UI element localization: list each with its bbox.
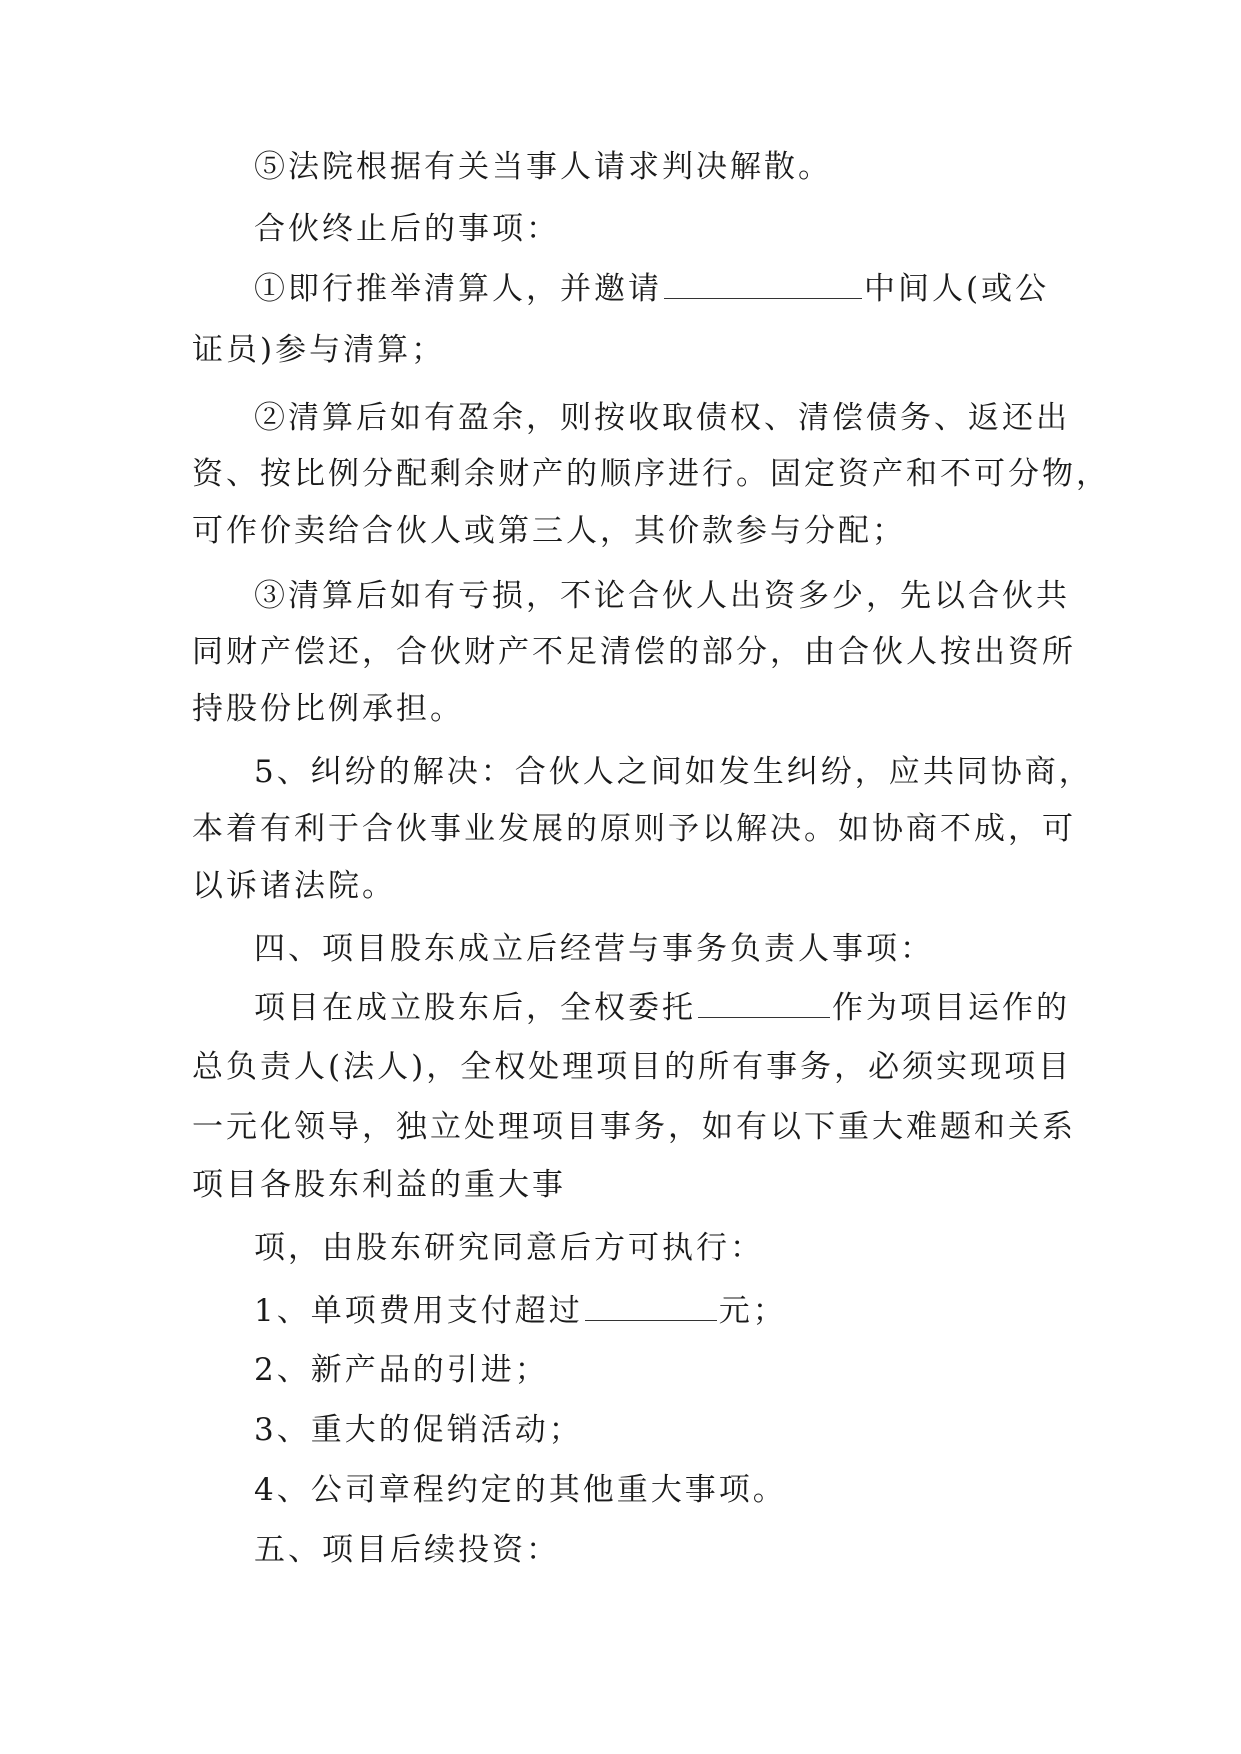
paragraph-line [254, 1228, 764, 1268]
line-text: 2、新产品的引进； [254, 1352, 549, 1388]
line-text: 元； [718, 1293, 787, 1329]
paragraph-line [254, 398, 1070, 438]
paragraph-line [254, 269, 1049, 309]
line-text: ②清算后如有盈余，则按收取债权、清偿债务、返还出 [254, 400, 1070, 436]
paragraph-line [192, 1107, 1076, 1147]
line-text: ⑤法院根据有关当事人请求判决解散。 [254, 149, 832, 185]
line-text: 证员)参与清算； [192, 332, 446, 368]
paragraph-line [192, 689, 464, 729]
paragraph-line [254, 752, 1093, 792]
line-text: 项，由股东研究同意后方可执行： [254, 1230, 764, 1266]
paragraph-line [254, 1470, 787, 1510]
line-text: 本着有利于合伙事业发展的原则予以解决。如协商不成，可 [192, 811, 1076, 847]
line-text: 项目各股东利益的重大事 [192, 1167, 566, 1203]
fill-in-blank [664, 270, 862, 299]
line-text: 同财产偿还，合伙财产不足清偿的部分，由合伙人按出资所 [192, 634, 1076, 670]
paragraph-line [254, 929, 934, 969]
line-text: 持股份比例承担。 [192, 691, 464, 727]
paragraph-line [254, 147, 832, 187]
paragraph-line [254, 988, 1070, 1028]
paragraph-line [192, 1047, 1072, 1087]
paragraph-line [192, 809, 1076, 849]
paragraph-line [254, 209, 560, 249]
paragraph-line [192, 1165, 566, 1205]
paragraph-line [192, 632, 1076, 672]
line-text: 3、重大的促销活动； [254, 1412, 583, 1448]
line-text: 总负责人(法人)，全权处理项目的所有事务，必须实现项目 [192, 1049, 1073, 1085]
paragraph-line [254, 576, 1070, 616]
line-text: 4、公司章程约定的其他重大事项。 [254, 1472, 787, 1508]
line-text: 一元化领导，独立处理项目事务，如有以下重大难题和关系 [192, 1109, 1076, 1145]
line-text: 作为项目运作的 [832, 990, 1070, 1026]
paragraph-line [192, 866, 396, 906]
fill-in-blank [585, 1292, 717, 1321]
fill-in-blank [698, 989, 830, 1018]
line-text: ①即行推举清算人，并邀请 [254, 271, 662, 307]
paragraph-line [254, 1350, 549, 1390]
line-text: 以诉诸法院。 [192, 868, 396, 904]
paragraph-line [254, 1291, 787, 1331]
paragraph-line [254, 1410, 583, 1450]
paragraph-line [254, 1530, 560, 1570]
line-text: ③清算后如有亏损，不论合伙人出资多少，先以合伙共 [254, 578, 1070, 614]
paragraph-line [192, 454, 1110, 494]
line-text: 可作价卖给合伙人或第三人，其价款参与分配； [192, 513, 906, 549]
line-text: 项目在成立股东后，全权委托 [254, 990, 696, 1026]
line-text: 合伙终止后的事项： [254, 211, 560, 247]
line-text: 资、按比例分配剩余财产的顺序进行。固定资产和不可分物， [192, 456, 1110, 492]
line-text: 1、单项费用支付超过 [254, 1293, 583, 1329]
line-text: 中间人(或公 [864, 271, 1050, 307]
paragraph-line [192, 511, 906, 551]
paragraph-line [192, 330, 445, 370]
line-text: 5、纠纷的解决：合伙人之间如发生纠纷，应共同协商， [254, 754, 1093, 790]
line-text: 四、项目股东成立后经营与事务负责人事项： [254, 931, 934, 967]
line-text: 五、项目后续投资： [254, 1532, 560, 1568]
